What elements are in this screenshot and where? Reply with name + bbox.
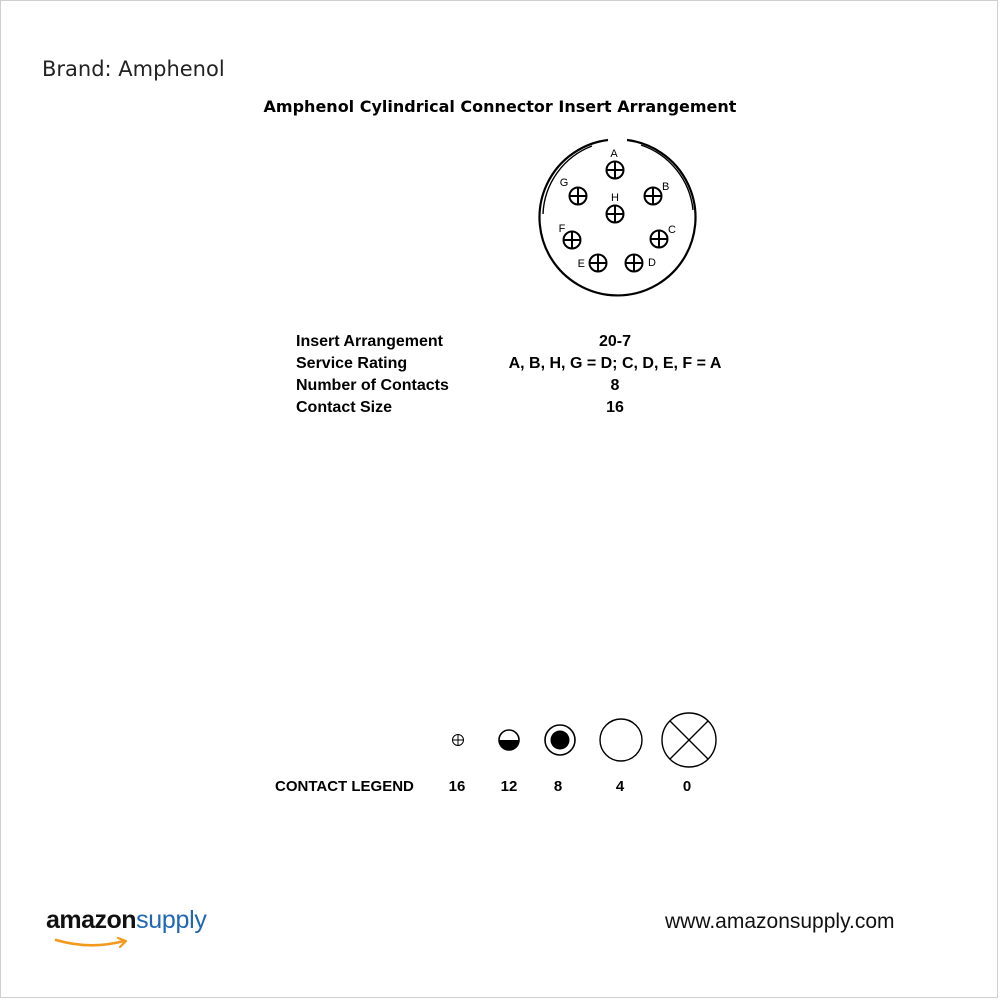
spec-row-contact-size [0, 399, 1000, 421]
contact-g [560, 177, 587, 205]
contact-d [626, 255, 657, 272]
contact-label: B [662, 181, 670, 193]
spec-value: 20-7 [598, 333, 632, 350]
crossed-circle-icon [662, 713, 716, 767]
spec-row-insert-arrangement [0, 333, 1000, 355]
crosshair-circle-icon [453, 735, 464, 746]
spec-row-number-of-contacts [0, 377, 1000, 399]
diagram-title: Amphenol Cylindrical Connector Insert Arrangement [263, 97, 737, 116]
contact-h [607, 192, 624, 223]
filled-dot-in-ring-icon [545, 725, 575, 755]
spec-value: A, B, H, G = D; C, D, E, F = A [508, 355, 722, 372]
contact-label: D [648, 257, 656, 269]
logo-word-supply: supply [136, 906, 207, 934]
spec-label: Service Rating [296, 355, 408, 372]
contact-legend-symbols [430, 700, 730, 780]
contact-label: C [668, 224, 676, 236]
legend-size-label: 4 [615, 778, 625, 795]
amazonsupply-logo [46, 906, 207, 935]
legend-title: CONTACT LEGEND [275, 778, 414, 795]
contact-f [559, 223, 581, 249]
contact-label: F [558, 223, 566, 235]
contact-e [578, 255, 607, 272]
brand-line: Brand: Amphenol [42, 57, 225, 81]
logo-smile-arrow-icon [54, 937, 134, 951]
spec-value: 16 [606, 399, 624, 416]
legend-size-label: 12 [500, 778, 518, 795]
contact-label: E [577, 258, 585, 270]
contact-label: H [611, 192, 619, 204]
connector-insert-diagram [530, 130, 710, 300]
half-filled-circle-icon [499, 730, 519, 750]
contact-label: G [559, 177, 569, 189]
contact-c [651, 224, 677, 248]
contact-a [607, 148, 624, 179]
spec-label: Number of Contacts [296, 377, 449, 394]
contact-b [645, 181, 670, 205]
legend-size-label: 8 [553, 778, 563, 795]
footer-url: www.amazonsupply.com [665, 910, 895, 933]
spec-value: 8 [610, 377, 620, 394]
empty-circle-icon [600, 719, 642, 761]
spec-label: Contact Size [296, 399, 393, 416]
legend-size-label: 16 [448, 778, 466, 795]
connector-shell-outline [540, 140, 696, 295]
legend-size-label: 0 [682, 778, 692, 795]
spec-label: Insert Arrangement [296, 333, 443, 350]
contact-label: A [610, 148, 618, 160]
spec-row-service-rating [0, 355, 1000, 377]
logo-word-amazon: amazon [46, 906, 137, 934]
